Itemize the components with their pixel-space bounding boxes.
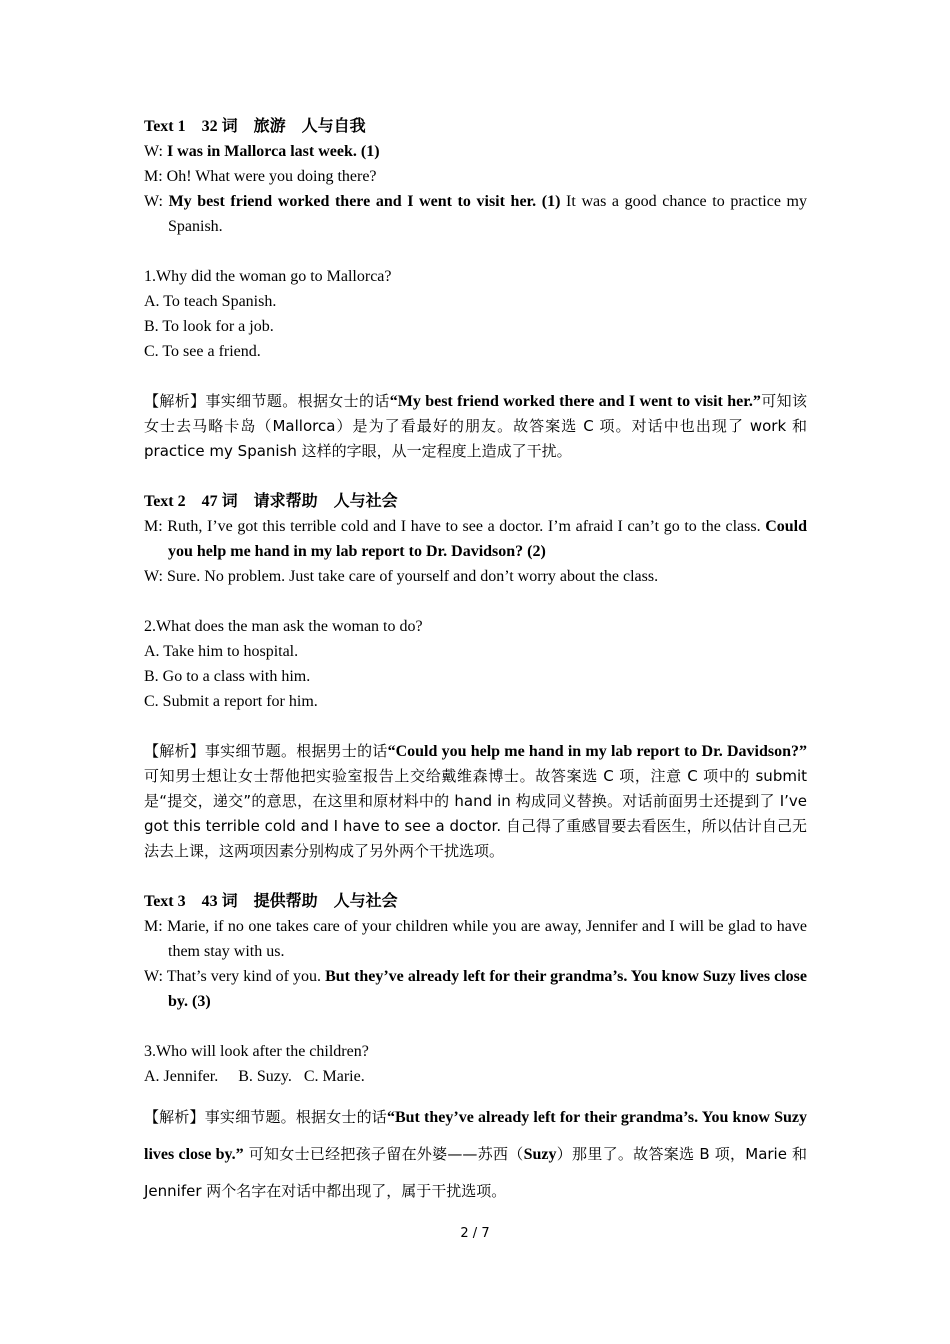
section-heading: Text 1 32 词 旅游 人与自我 <box>144 118 366 135</box>
dialogue-line: W: My best friend worked there and I went to visit her. (1) It was a good chance to practice my Spanish. <box>144 193 807 235</box>
analysis: 【解析】事实细节题。根据女士的话“My best friend worked there and I went to visit her.”可知该女士去马略卡岛（Mallorca）是为了看最好的朋友。故答案选 C 项。对话中也出现了 work 和 practice my Spanish 这样的字眼，从一定程度上造成了干扰。 <box>144 392 807 460</box>
question: 2.What does the man ask the woman to do? <box>144 618 423 635</box>
option: A. Jennifer. B. Suzy. C. Marie. <box>144 1068 365 1085</box>
section-heading: Text 3 43 词 提供帮助 人与社会 <box>144 893 398 910</box>
option: A. Take him to hospital. <box>144 643 299 660</box>
option: C. To see a friend. <box>144 343 261 360</box>
question: 3.Who will look after the children? <box>144 1043 369 1060</box>
dialogue-line: W: That’s very kind of you. But they’ve already left for their grandma’s. You know Suzy lives close by. (3) <box>144 968 807 1010</box>
analysis: 【解析】事实细节题。根据女士的话“But they’ve already left for their grandma’s. You know Suzy lives close by.” 可知女士已经把孩子留在外婆——苏西（Suzy）那里了。故答案选 B 项，Marie 和 Jennifer 两个名字在对话中都出现了，属于干扰选项。 <box>144 1108 808 1200</box>
page-content <box>144 114 807 1210</box>
option: B. Go to a class with him. <box>144 668 311 685</box>
question: 1.Why did the woman go to Mallorca? <box>144 268 392 285</box>
page-number: 2 / 7 <box>460 1226 490 1241</box>
option: C. Submit a report for him. <box>144 693 318 710</box>
option: A. To teach Spanish. <box>144 293 277 310</box>
dialogue-line: W: I was in Mallorca last week. (1) <box>144 143 380 160</box>
dialogue-line: M: Ruth, I’ve got this terrible cold and I have to see a doctor. I’m afraid I can’t go to the class. Could you help me hand in my lab report to Dr. Davidson? (2) <box>144 518 808 560</box>
dialogue-line: M: Marie, if no one takes care of your children while you are away, Jennifer and I will be glad to have them stay with us. <box>144 918 808 960</box>
dialogue-line: W: Sure. No problem. Just take care of yourself and don’t worry about the class. <box>144 568 659 585</box>
section-heading: Text 2 47 词 请求帮助 人与社会 <box>144 493 398 510</box>
option: B. To look for a job. <box>144 318 274 335</box>
analysis: 【解析】事实细节题。根据男士的话“Could you help me hand in my lab report to Dr. Davidson?” 可知男士想让女士帮他把实验室报告上交给戴维森博士。故答案选 C 项，注意 C 项中的 submit 是“提交，递交”的意思，在这里和原材料中的 hand in 构成同义替换。对话前面男士还提到了 I’ve got this terrible cold and I have to see a doctor. 自己得了重感冒要去看医生，所以估计自己无法去上课，这两项因素分别构成了另外两个干扰选项。 <box>144 742 807 860</box>
dialogue-line: M: Oh! What were you doing there? <box>144 168 377 185</box>
